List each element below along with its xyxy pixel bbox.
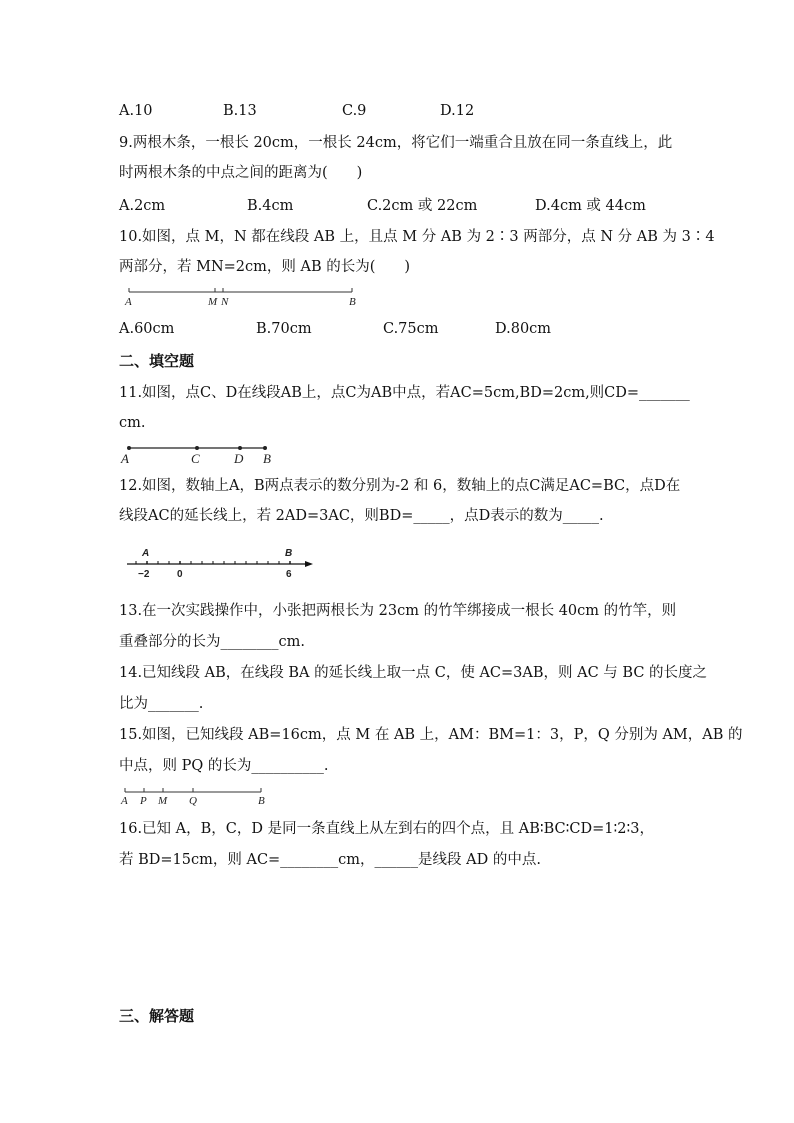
- q11-label-d: D: [234, 451, 244, 466]
- q13-line-2: 重叠部分的长为________cm.: [119, 634, 305, 650]
- q12-label-a: A: [142, 548, 150, 559]
- q10-label-n: N: [221, 296, 229, 308]
- section-solve-heading: 三、解答题: [119, 1007, 195, 1025]
- q10-line-1: 10.如图，点 M，N 都在线段 AB 上，且点 M 分 AB 为 2∶3 两部分，点 N 分 AB 为 3∶4: [119, 229, 715, 245]
- q10-option-b: B.70cm: [256, 321, 312, 337]
- q12-label-zero: 0: [177, 569, 183, 580]
- q15-label-b: B: [258, 795, 265, 807]
- q11-segment-figure: [119, 441, 289, 467]
- q10-label-a: A: [125, 296, 132, 308]
- q13-line-1: 13.在一次实践操作中，小张把两根长为 23cm 的竹竿绑接成一根长 40cm 的竹竿，则: [119, 603, 677, 619]
- q10-segment-figure: [119, 282, 369, 308]
- q10-option-a: A.60cm: [119, 321, 175, 337]
- q12-line-1: 12.如图，数轴上A，B两点表示的数分别为-2 和 6，数轴上的点C满足AC=BC，点D在: [119, 478, 681, 494]
- q11-point-a: [127, 446, 131, 450]
- q11-point-b: [263, 446, 267, 450]
- q10-label-b: B: [349, 296, 356, 308]
- q14-line-1: 14.已知线段 AB，在线段 BA 的延长线上取一点 C，使 AC=3AB，则 AC 与 BC 的长度之: [119, 665, 708, 681]
- q12-label-minus-two: −2: [138, 569, 150, 580]
- q9-option-d: D.4cm 或 44cm: [535, 198, 646, 214]
- q15-line-2: 中点，则 PQ 的长为__________.: [119, 758, 329, 774]
- q9-option-c: C.2cm 或 22cm: [367, 198, 478, 214]
- q15-label-m: M: [158, 795, 168, 807]
- q12-label-six: 6: [286, 569, 292, 580]
- q8-option-c: C.9: [342, 103, 367, 119]
- q12-label-b: B: [285, 548, 293, 559]
- q15-line-1: 15.如图，已知线段 AB=16cm，点 M 在 AB 上，AM：BM=1：3，P，Q 分别为 AM，AB 的: [119, 727, 743, 743]
- q15-label-q: Q: [189, 795, 197, 807]
- q12-number-line: [119, 545, 319, 581]
- q10-line-2: 两部分，若 MN=2cm，则 AB 的长为( ): [119, 259, 411, 275]
- q11-line-2: cm.: [119, 415, 146, 431]
- q8-option-b: B.13: [223, 103, 257, 119]
- q10-label-m: M: [208, 296, 218, 308]
- q11-point-d: [238, 446, 242, 450]
- section-fill-in-heading: 二、填空题: [119, 352, 195, 370]
- q11-line-1: 11.如图，点C、D在线段AB上，点C为AB中点，若AC=5cm,BD=2cm,则CD=_______: [119, 385, 690, 401]
- q10-option-c: C.75cm: [383, 321, 439, 337]
- q11-point-c: [195, 446, 199, 450]
- q11-label-c: C: [191, 451, 200, 466]
- q9-line-1: 9.两根木条，一根长 20cm，一根长 24cm，将它们一端重合且放在同一条直线上，此: [119, 135, 673, 151]
- q9-option-a: A.2cm: [119, 198, 166, 214]
- q12-axis-arrow: [305, 561, 313, 567]
- q11-label-b: B: [263, 451, 271, 466]
- q15-label-a: A: [121, 795, 128, 807]
- q15-segment-figure: [119, 784, 279, 808]
- q12-line-2: 线段AC的延长线上，若 2AD=3AC，则BD=_____，点D表示的数为_____.: [119, 508, 604, 524]
- q11-label-a: A: [121, 451, 129, 466]
- q9-option-b: B.4cm: [247, 198, 294, 214]
- q15-label-p: P: [140, 795, 147, 807]
- q16-line-1: 16.已知 A，B，C，D 是同一条直线上从左到右的四个点，且 AB∶BC∶CD=1∶2∶3，: [119, 821, 655, 837]
- q8-option-d: D.12: [440, 103, 475, 119]
- q14-line-2: 比为_______.: [119, 696, 204, 712]
- q10-option-d: D.80cm: [495, 321, 552, 337]
- q8-option-a: A.10: [119, 103, 153, 119]
- q9-line-2: 时两根木条的中点之间的距离为( ): [119, 165, 363, 181]
- q16-line-2: 若 BD=15cm，则 AC=________cm，______是线段 AD 的中点.: [119, 852, 541, 868]
